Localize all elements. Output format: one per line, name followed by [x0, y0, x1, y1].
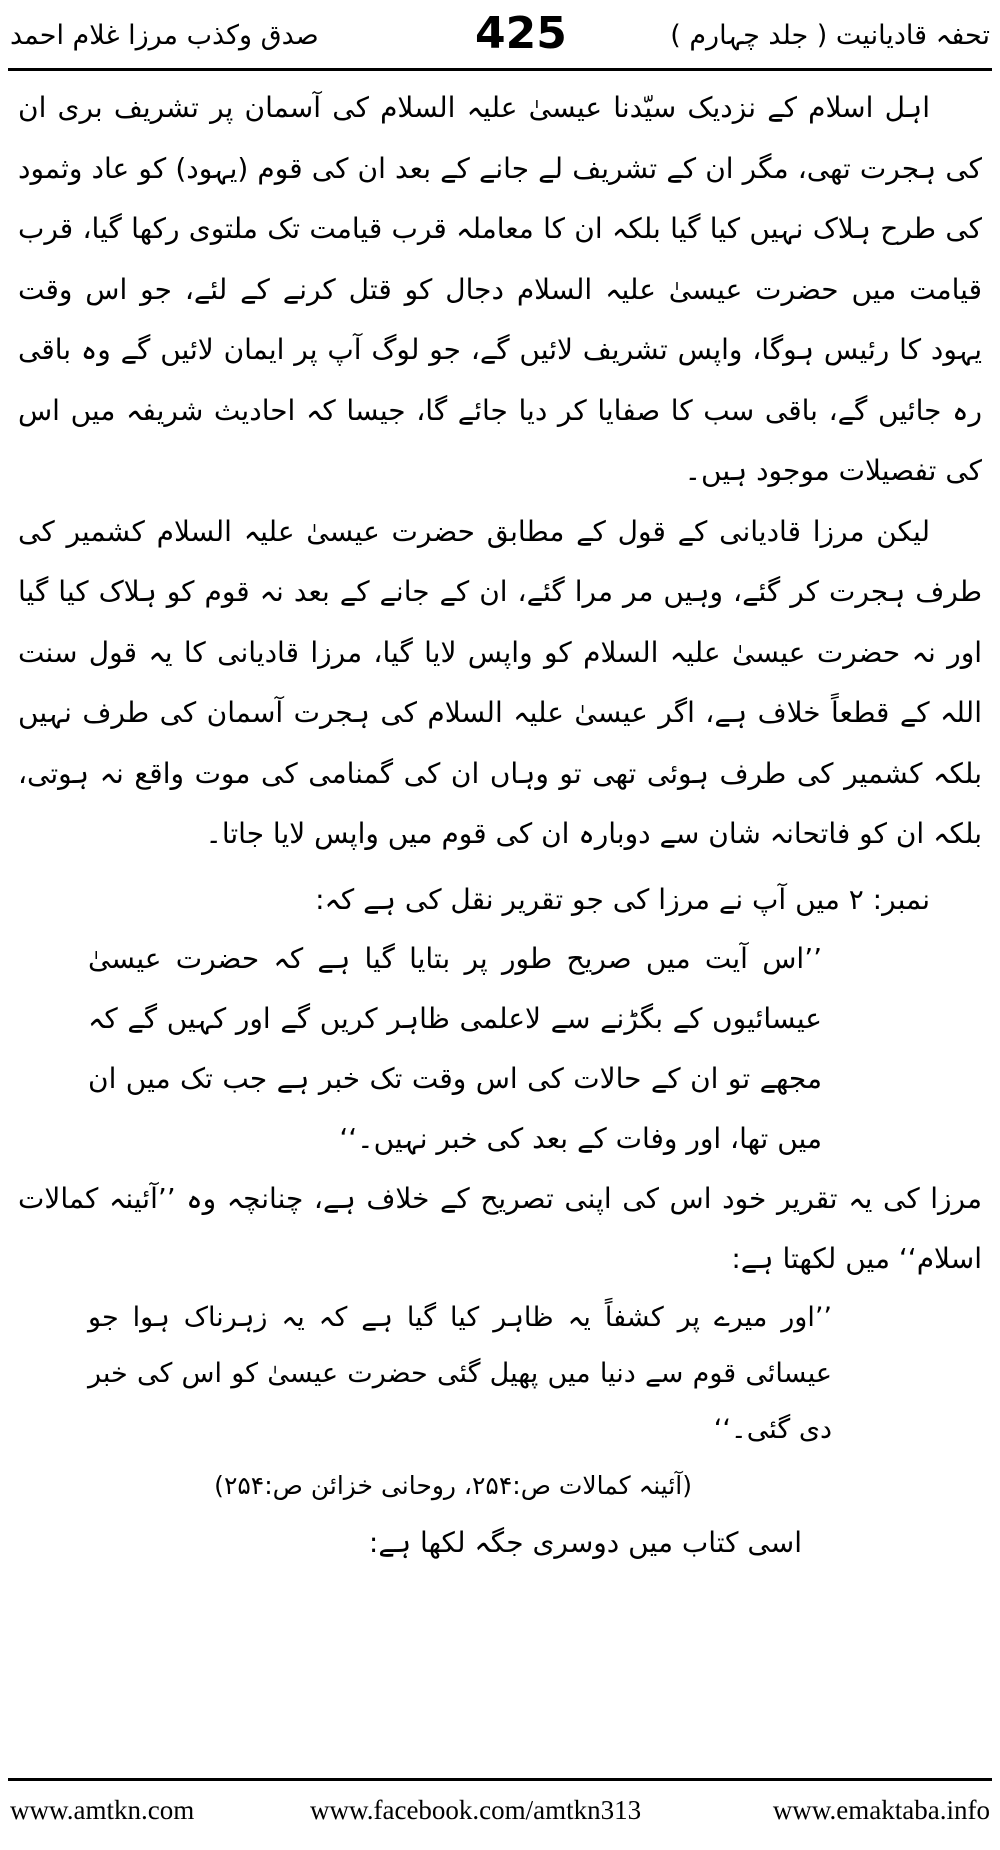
- block-quote-2: ’’اور میرے پر کشفاً یہ ظاہر کیا گیا ہے کہ یہ زہرناک ہوا جو عیسائی قوم سے دنیا میں پھیل گئی حضرت عیسیٰ کو اس کی خبر دی گئی۔‘‘: [88, 1301, 832, 1445]
- paragraph-5: اسی کتاب میں دوسری جگہ لکھا ہے:: [368, 1525, 802, 1559]
- footer-link-emaktaba[interactable]: www.emaktaba.info: [772, 1795, 990, 1825]
- page-header: [10, 8, 990, 66]
- quote-reference: (آئینہ کمالات ص:۲۵۴، روحانی خزائن ص:۲۵۴): [214, 1470, 692, 1500]
- block-quote-1: ’’اس آیت میں صریح طور پر بتایا گیا ہے کہ حضرت عیسیٰ عیسائیوں کے بگڑنے سے لاعلمی ظاہر کریں گے اور کہیں گے کہ مجھے تو ان کے حالات کی اس وقت تک خبر ہے جب تک میں ان میں تھا، اور وفات کے بعد کی خبر نہیں۔‘‘: [88, 941, 822, 1155]
- book-title: تحفہ قادیانیت ( جلد چہارم ): [670, 20, 990, 51]
- footer-divider: [8, 1778, 992, 1781]
- paragraph-1: اہل اسلام کے نزدیک سیّدنا عیسیٰ علیہ السلام کی آسمان پر تشریف بری ان کی ہجرت تھی، مگر ان کے تشریف لے جانے کے بعد ان کی قوم (یہود) کو عاد وثمود کی طرح ہلاک نہیں کیا گیا بلکہ ان کا معاملہ قرب قیامت تک ملتوی رکھا گیا، قرب قیامت میں حضرت عیسیٰ علیہ السلام دجال کو قتل کرنے کے لئے، جو اس وقت یہود کا رئیس ہوگا، واپس تشریف لائیں گے، جو لوگ آپ پر ایمان لائیں گے وہ باقی رہ جائیں گے، باقی سب کا صفایا کر دیا جائے گا، جیسا کہ احادیث شریفہ میں اس کی تفصیلات موجود ہیں۔: [18, 91, 982, 487]
- paragraph-4: مرزا کی یہ تقریر خود اس کی اپنی تصریح کے خلاف ہے، چنانچہ وہ ’’آئینہ کمالات اسلام‘‘ میں لکھتا ہے:: [18, 1181, 982, 1275]
- paragraph-2: لیکن مرزا قادیانی کے قول کے مطابق حضرت عیسیٰ علیہ السلام کشمیر کی طرف ہجرت کر گئے، وہیں مر مرا گئے، ان کے جانے کے بعد نہ قوم کو ہلاک کیا گیا اور نہ حضرت عیسیٰ علیہ السلام کو واپس لایا گیا، مرزا قادیانی کا یہ قول سنت اللہ کے قطعاً خلاف ہے، اگر عیسیٰ علیہ السلام کی ہجرت آسمان کی طرف نہیں بلکہ کشمیر کی طرف ہوئی تھی تو وہاں ان کی گمنامی کی موت واقع نہ ہوتی، بلکہ ان کو فاتحانہ شان سے دوبارہ ان کی قوم میں واپس لایا جاتا۔: [18, 514, 982, 850]
- header-divider: [8, 68, 992, 71]
- paragraph-3-lead: نمبر: ۲ میں آپ نے مرزا کی جو تقریر نقل کی ہے کہ:: [315, 882, 930, 916]
- page-footer: [10, 1795, 990, 1835]
- page-number: 425: [475, 8, 567, 59]
- page-body: [18, 78, 982, 1572]
- footer-link-amtkn[interactable]: www.amtkn.com: [10, 1795, 195, 1825]
- footer-link-facebook[interactable]: www.facebook.com/amtkn313: [310, 1795, 642, 1825]
- chapter-title: صدق وکذب مرزا غلام احمد: [10, 20, 319, 51]
